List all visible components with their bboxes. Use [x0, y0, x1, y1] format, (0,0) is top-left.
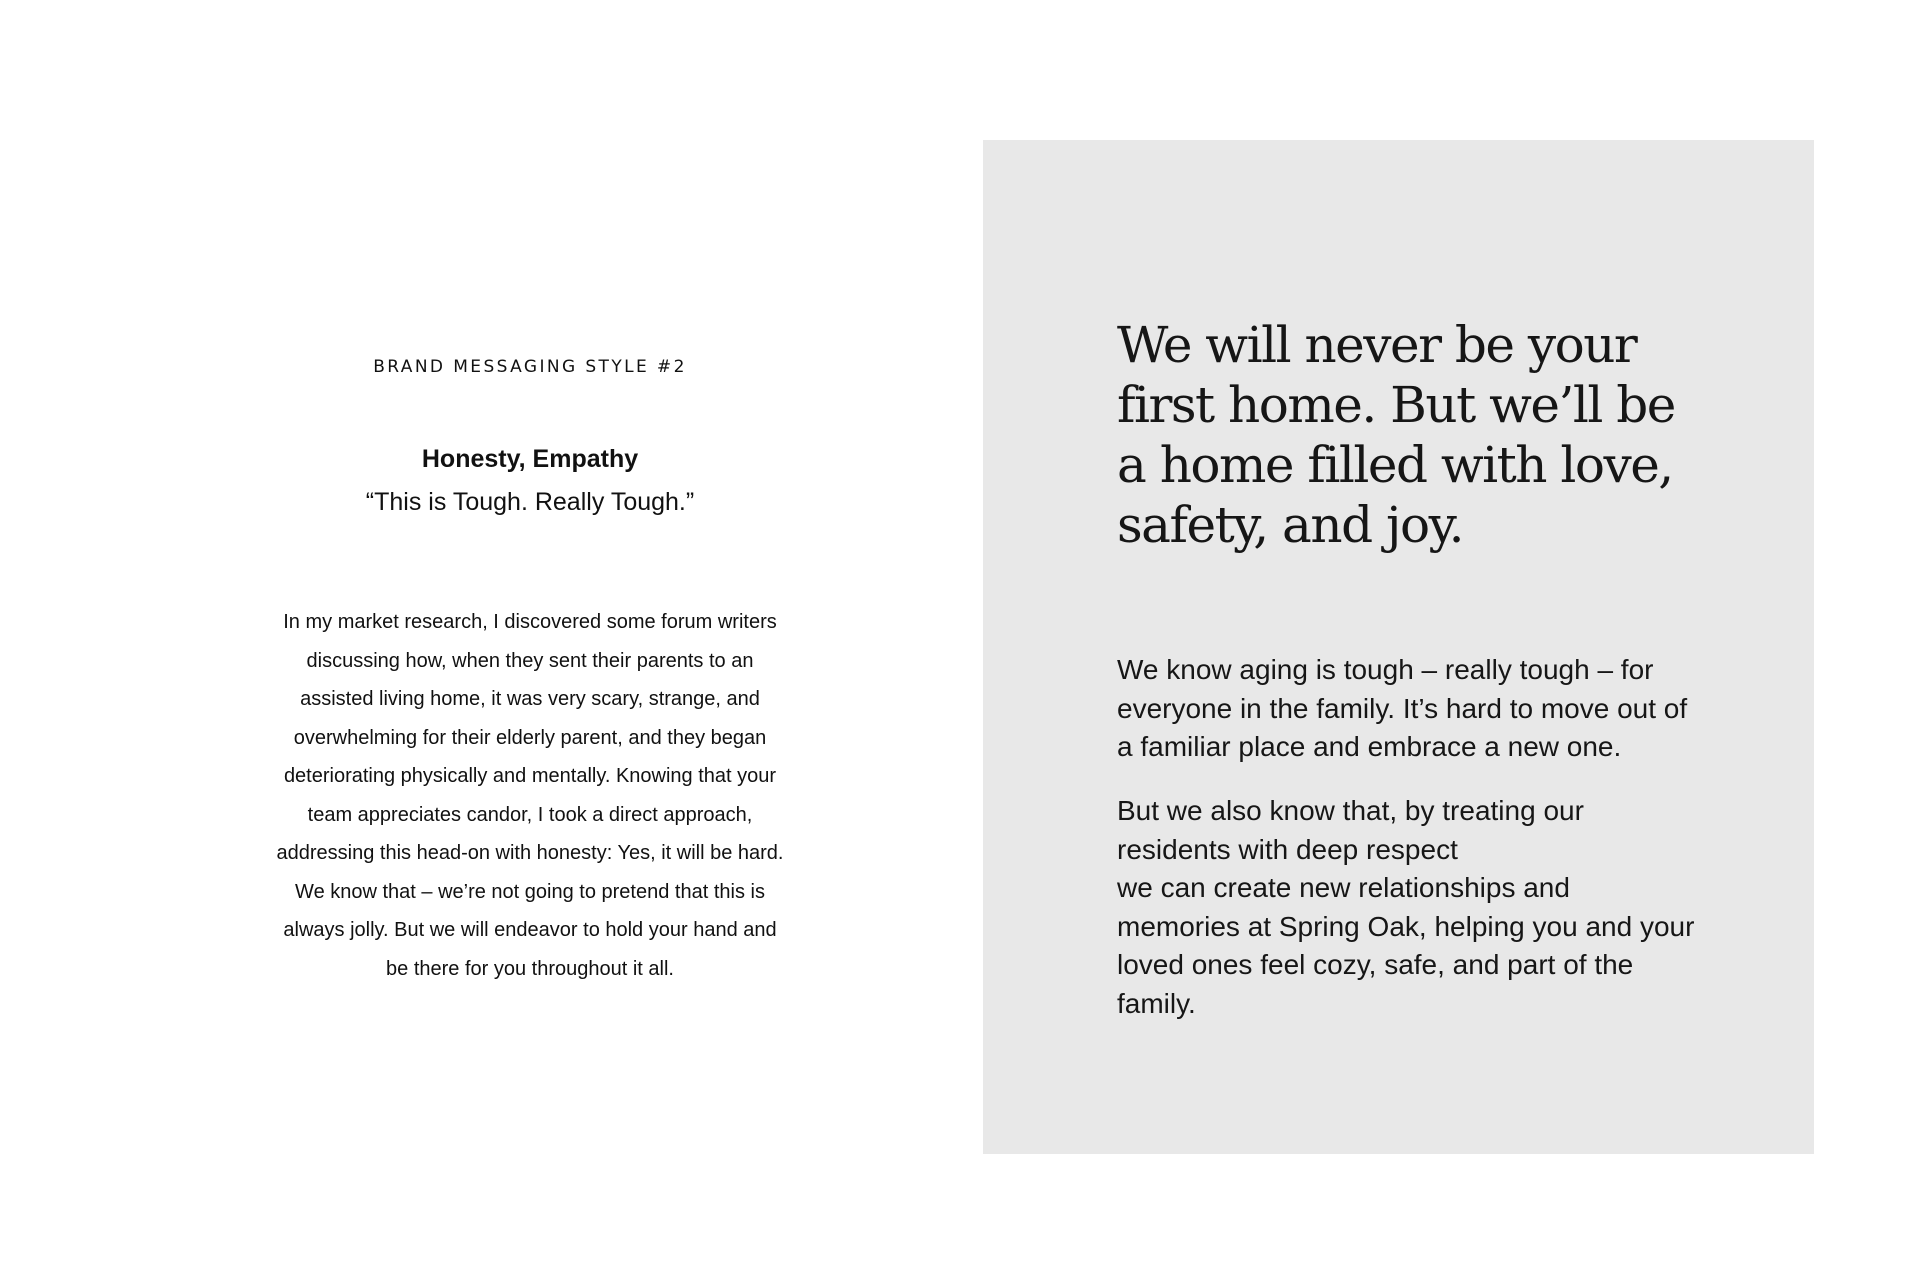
panel-paragraph-2-line-2: we can create new relationships and memories at Spring Oak, helping you and your loved ones feel cozy, safe, and part of the family.	[1117, 872, 1695, 1019]
panel-paragraph-2	[1117, 792, 1697, 1023]
research-description: In my market research, I discovered some forum writers discussing how, when they sent their parents to an assisted living home, it was very scary, strange, and overwhelming for their elderly parent, and they began deteriorating physically and mentally. Knowing that your team appreciates candor, I took a direct approach, addressing this head-on with honesty: Yes, it will be hard. We know that – we’re not going to pretend that this is always jolly. But we will endeavor to hold your hand and be there for you throughout it all.	[276, 611, 784, 980]
section-eyebrow: BRAND MESSAGING STYLE #2	[373, 357, 687, 377]
message-panel	[983, 140, 1814, 1154]
section-subtitle: Honesty, Empathy	[421, 445, 639, 473]
panel-headline: We will never be your first home. But we’ll be a home filled with love, safety, and joy.	[1117, 316, 1675, 554]
panel-paragraph-2-line-1: But we also know that, by treating our residents with deep respect	[1117, 795, 1584, 865]
section-quote: “This is Tough. Really Tough.”	[365, 488, 695, 516]
panel-paragraph-1: We know aging is tough – really tough – for everyone in the family. It’s hard to move out of a familiar place and embrace a new one.	[1117, 654, 1688, 762]
